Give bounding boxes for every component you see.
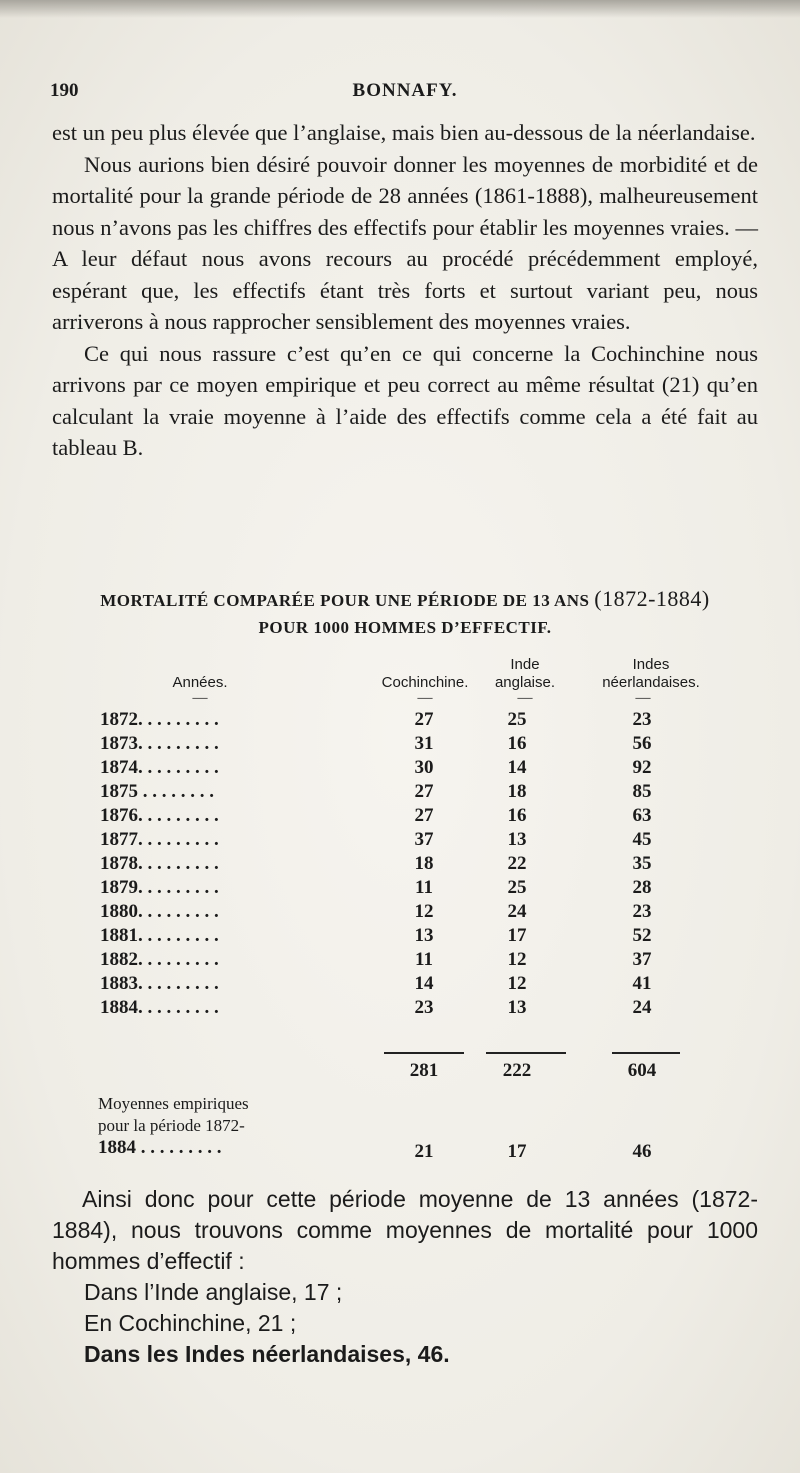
page-number: 190	[50, 80, 79, 101]
row-year: 1878. . . . . . . . .	[100, 853, 219, 874]
cell-cochinchine: 27	[414, 805, 434, 826]
moyennes-label-line-1: Moyennes empiriques	[98, 1094, 249, 1113]
cell-cochinchine: 27	[414, 781, 434, 802]
header-indes-line1: Indes	[632, 656, 670, 673]
header-inde-line2: anglaise.	[494, 674, 556, 691]
row-year: 1881. . . . . . . . .	[100, 925, 219, 946]
conclusion	[52, 1184, 758, 1370]
total-indes: 604	[627, 1060, 657, 1081]
table-row	[0, 805, 800, 829]
cell-cochinchine: 23	[414, 997, 434, 1018]
cell-inde: 25	[507, 877, 527, 898]
table-row	[0, 997, 800, 1021]
moyennes-label-line-3: 1884 . . . . . . . . .	[98, 1137, 222, 1158]
table-row	[0, 877, 800, 901]
table-row	[0, 949, 800, 973]
table-title-text: MORTALITÉ COMPARÉE POUR UNE PÉRIODE DE 13 ANS	[100, 591, 590, 610]
moyennes-label-line-2: pour la période 1872-	[98, 1116, 245, 1135]
row-year: 1882. . . . . . . . .	[100, 949, 219, 970]
table-row	[0, 829, 800, 853]
table-row	[0, 853, 800, 877]
table-title-period: (1872-1884)	[594, 586, 710, 611]
cell-inde: 14	[507, 757, 527, 778]
header-years: Années.	[172, 674, 228, 691]
cell-inde: 12	[507, 973, 527, 994]
table-row	[0, 973, 800, 997]
row-year: 1879. . . . . . . . .	[100, 877, 219, 898]
total-cochinchine: 281	[409, 1060, 439, 1081]
paragraph-1: est un peu plus élevée que l’anglaise, mais bien au-dessous de la néerlandaise.	[52, 120, 756, 145]
cell-indes: 37	[632, 949, 652, 970]
body-text	[52, 117, 758, 464]
cell-indes: 45	[632, 829, 652, 850]
cell-inde: 25	[507, 709, 527, 730]
cell-inde: 24	[507, 901, 527, 922]
cell-inde: 16	[507, 733, 527, 754]
totals-row	[0, 1060, 800, 1084]
paragraph-2: Nous aurions bien désiré pouvoir donner les moyennes de morbidité et de mortalité pour la grande période de 28 années (1861-1888), malheureusement nous n’avons pas les chiffres des effectifs pour établir les moyennes vraies. — A leur défaut nous avons recours au procédé précédemment employé, espérant que, les effectifs étant très forts et surtout variant peu, nous arriverons à nous rapprocher sensiblement des moyennes vraies.	[52, 151, 758, 334]
cell-inde: 22	[507, 853, 527, 874]
cell-indes: 52	[632, 925, 652, 946]
row-year: 1872. . . . . . . . .	[100, 709, 219, 730]
total-rule-indes	[612, 1052, 680, 1054]
header-dash-years: —	[192, 690, 208, 706]
paragraph-3: Ce qui nous rassure c’est qu’en ce qui concerne la Cochinchine nous arrivons par ce moyen empirique et peu correct au même résultat (21) qu’en calculant la vraie moyenne à l’aide des effectifs comme cela a été fait au tableau B.	[52, 340, 758, 460]
total-inde: 222	[502, 1060, 532, 1081]
conclusion-line-2: En Cochinchine, 21 ;	[84, 1310, 297, 1336]
cell-indes: 85	[632, 781, 652, 802]
cell-cochinchine: 11	[415, 877, 433, 898]
cell-inde: 18	[507, 781, 527, 802]
row-year: 1877. . . . . . . . .	[100, 829, 219, 850]
table-row	[0, 757, 800, 781]
conclusion-intro: Ainsi donc pour cette période moyenne de 13 années (1872-1884), nous trouvons comme moyennes de mortalité pour 1000 hommes d’effectif :	[52, 1186, 758, 1274]
page-header	[50, 80, 760, 106]
table-title-line-2: POUR 1000 HOMMES D’EFFECTIF.	[258, 618, 552, 637]
header-dash-indes: —	[635, 690, 651, 706]
moyenne-indes: 46	[632, 1141, 652, 1162]
cell-inde: 13	[507, 997, 527, 1018]
cell-cochinchine: 37	[414, 829, 434, 850]
header-dash-cochinchine: —	[417, 690, 433, 706]
cell-inde: 17	[507, 925, 527, 946]
conclusion-line-3: Dans les Indes néerlandaises, 46.	[84, 1341, 450, 1367]
cell-cochinchine: 12	[414, 901, 434, 922]
moyennes-label	[98, 1093, 328, 1159]
cell-cochinchine: 11	[415, 949, 433, 970]
table-row	[0, 925, 800, 949]
moyenne-cochinchine: 21	[414, 1141, 434, 1162]
table-row	[0, 733, 800, 757]
cell-indes: 24	[632, 997, 652, 1018]
cell-inde: 16	[507, 805, 527, 826]
cell-indes: 23	[632, 901, 652, 922]
table-row	[0, 781, 800, 805]
conclusion-line-1: Dans l’Inde anglaise, 17 ;	[84, 1279, 343, 1305]
cell-cochinchine: 27	[414, 709, 434, 730]
cell-indes: 41	[632, 973, 652, 994]
cell-indes: 28	[632, 877, 652, 898]
cell-cochinchine: 30	[414, 757, 434, 778]
cell-inde: 13	[507, 829, 527, 850]
row-year: 1873. . . . . . . . .	[100, 733, 219, 754]
cell-indes: 92	[632, 757, 652, 778]
moyennes-row	[0, 1141, 800, 1165]
row-year: 1875 . . . . . . . .	[100, 781, 214, 802]
running-head: BONNAFY.	[352, 80, 458, 101]
cell-cochinchine: 14	[414, 973, 434, 994]
header-cochinchine: Cochinchine.	[381, 674, 469, 691]
table-row	[0, 901, 800, 925]
total-rule-inde	[486, 1052, 566, 1054]
cell-indes: 63	[632, 805, 652, 826]
cell-cochinchine: 13	[414, 925, 434, 946]
cell-cochinchine: 18	[414, 853, 434, 874]
row-year: 1884. . . . . . . . .	[100, 997, 219, 1018]
header-inde-line1: Inde	[510, 656, 540, 673]
row-year: 1883. . . . . . . . .	[100, 973, 219, 994]
cell-indes: 23	[632, 709, 652, 730]
table-title-line-1	[52, 586, 758, 612]
cell-inde: 12	[507, 949, 527, 970]
total-rule-cochinchine	[384, 1052, 464, 1054]
cell-cochinchine: 31	[414, 733, 434, 754]
moyenne-inde: 17	[507, 1141, 527, 1162]
cell-indes: 35	[632, 853, 652, 874]
table-row	[0, 709, 800, 733]
row-year: 1874. . . . . . . . .	[100, 757, 219, 778]
header-dash-inde: —	[517, 690, 533, 706]
header-indes-line2: néerlandaises.	[602, 674, 700, 691]
row-year: 1880. . . . . . . . .	[100, 901, 219, 922]
page-top-shadow	[0, 0, 800, 18]
row-year: 1876. . . . . . . . .	[100, 805, 219, 826]
cell-indes: 56	[632, 733, 652, 754]
